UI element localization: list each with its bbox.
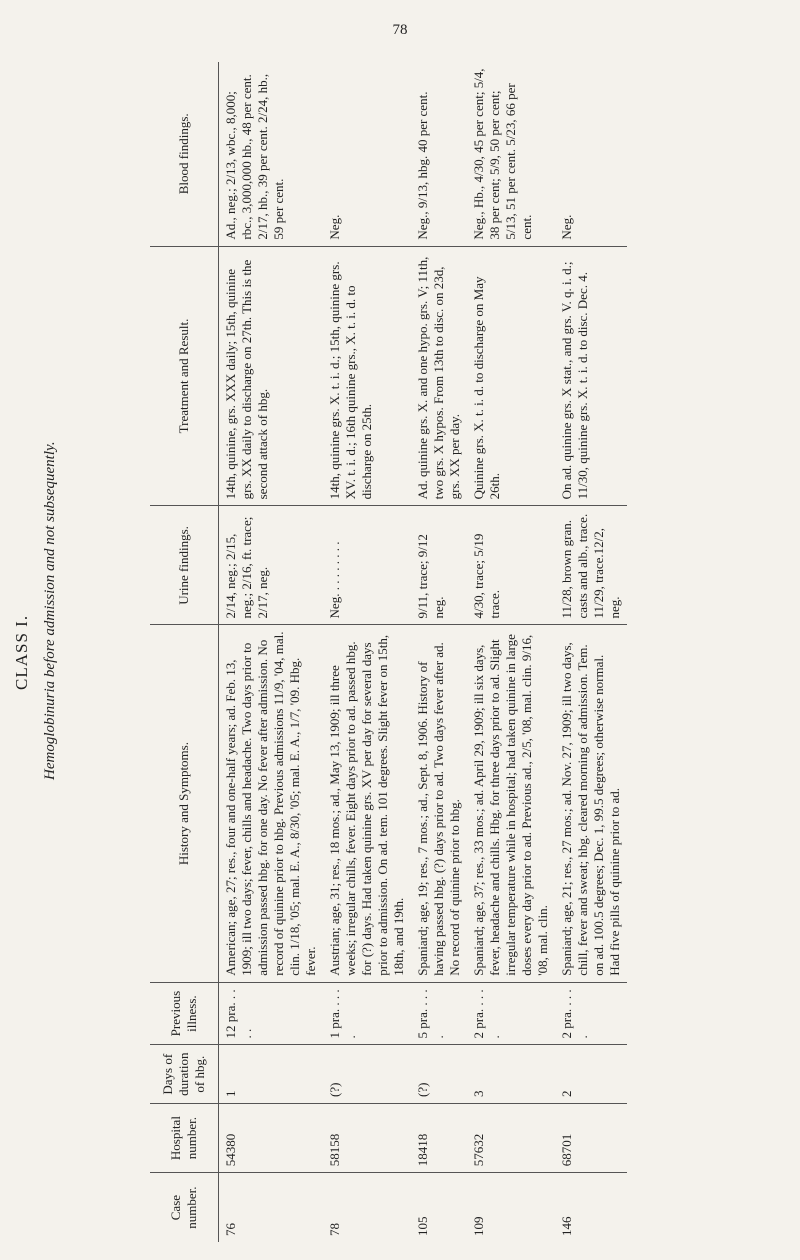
cell-previous: 1 pra. . . . . bbox=[323, 982, 411, 1045]
rotated-table-wrapper bbox=[150, 62, 770, 1242]
header-row bbox=[150, 62, 219, 1242]
col-header-days: Days of duration of hbg. bbox=[150, 1045, 219, 1103]
page-number: 78 bbox=[392, 22, 408, 38]
cell-history: American; age, 27; res., four and one-half years; ad. Feb. 13, 1909; ill two days; fever, chills and headache. Two days prior to admission passed hbg. for one day. No fever after admission. No record of quinine prior to hbg. Previous admissions 11/9, '04, mal. clin. 1/18, '05; mal. E. A., 8/30, '05; mal. E. A., 1/7, '09. Hbg. fever. bbox=[219, 625, 324, 982]
cell-previous: 2 pra. . . . . bbox=[467, 982, 555, 1045]
cell-treatment: Ad. quinine grs. X. and one hypo. grs. V; 11th, two grs. X hypos. From 13th to disc. on 23d, grs. XX per day. bbox=[411, 246, 467, 506]
table-row bbox=[467, 62, 555, 1242]
cell-days: 3 bbox=[467, 1045, 555, 1103]
cell-case: 105 bbox=[411, 1173, 467, 1242]
col-header-history: History and Symptoms. bbox=[150, 625, 219, 982]
cell-urine: Neg. . . . . . . . . bbox=[323, 506, 411, 625]
cell-hospital: 58158 bbox=[323, 1103, 411, 1172]
cell-case: 76 bbox=[219, 1173, 324, 1242]
cell-urine: 9/11, trace; 9/12 neg. bbox=[411, 506, 467, 625]
cell-treatment: 14th, quinine, grs. XXX daily; 15th, quinine grs. XX daily to discharge on 27th. This is the second attack of hbg. bbox=[219, 246, 324, 506]
cell-hospital: 68701 bbox=[555, 1103, 627, 1172]
cell-days: (?) bbox=[323, 1045, 411, 1103]
cell-hospital: 54380 bbox=[219, 1103, 324, 1172]
table-row bbox=[323, 62, 411, 1242]
cell-blood: Neg. bbox=[559, 214, 574, 240]
cell-previous: 12 pra. . . . . bbox=[219, 982, 324, 1045]
col-header-case: Case number. bbox=[150, 1173, 219, 1242]
table-row bbox=[555, 62, 627, 1242]
cell-case: 109 bbox=[467, 1173, 555, 1242]
cell-urine: 11/28, brown gran. casts and alb., trace. 11/29, trace.12/2, neg. bbox=[555, 506, 627, 625]
cell-blood: Neg., Hb., 4/30, 45 per cent; 5/4, 38 per cent; 5/9, 50 per cent; 5/13, 51 per cent. 5/23, 66 per cent. bbox=[471, 68, 534, 240]
subtitle: Hemoglobinuria before admission and not subsequently. bbox=[42, 441, 58, 780]
cell-previous: 5 pra. . . . . bbox=[411, 982, 467, 1045]
cell-previous: 2 pra. . . . . bbox=[555, 982, 627, 1045]
cell-blood: Neg., 9/13, hbg. 40 per cent. bbox=[415, 91, 430, 240]
cell-history: Austrian; age, 31; res., 18 mos.; ad., May 13, 1909; ill three weeks; irregular chills, fever. Eight days prior to ad. passed hbg. for (?) days. Had taken quinine grs. XV per day for several days prior to admission. On ad. tem. 101 degrees. Slight fever on 15th, 18th, and 19th. bbox=[323, 625, 411, 982]
table-row bbox=[219, 62, 324, 1242]
col-header-hospital: Hospital number. bbox=[150, 1103, 219, 1172]
cell-case: 78 bbox=[323, 1173, 411, 1242]
cell-urine: 4/30, trace; 5/19 trace. bbox=[467, 506, 555, 625]
cell-history: Spaniard; age, 19; res., 7 mos.; ad., Sept. 8, 1906. History of having passed hbg. (?) days prior to ad. Two days fever after ad. No record of quinine prior to hbg. bbox=[411, 625, 467, 982]
col-header-treatment: Treatment and Result. bbox=[150, 246, 219, 506]
cell-treatment: On ad. quinine grs. X stat., and grs. V. q. i. d.; 11/30, quinine grs. X. t. i. d. to disc. Dec. 4. bbox=[555, 246, 627, 506]
cell-history: Spaniard; age, 21; res., 27 mos.; ad. Nov. 27, 1909; ill two days, chill, fever and sweat; hbg. cleared morning of admission. Tem. on ad. 100.5 degrees; Dec. 1, 99.5 degrees; otherwise normal. Had five pills of quinine prior to ad. bbox=[555, 625, 627, 982]
data-table bbox=[150, 62, 627, 1242]
col-header-previous: Previous illness. bbox=[150, 982, 219, 1045]
table-row bbox=[411, 62, 467, 1242]
cell-treatment: Quinine grs. X. t. i. d. to discharge on May 26th. bbox=[467, 246, 555, 506]
cell-urine: 2/14, neg.; 2/15, neg.; 2/16, ft. trace; 2/17, neg. bbox=[219, 506, 324, 625]
cell-hospital: 18418 bbox=[411, 1103, 467, 1172]
cell-blood: Neg. bbox=[327, 214, 342, 240]
col-header-blood: Blood findings. bbox=[150, 62, 219, 246]
cell-history: Spaniard; age, 37; res., 33 mos.; ad. April 29, 1909; ill six days, fever, headache and chills. Hbg. for three days prior to ad. Slight irregular temperature while in hospital; had taken quinine in large doses every day prior to ad. Previous ad., 2/5, '08, mal. clin. 9/16, '08, mal. clin. bbox=[467, 625, 555, 982]
col-header-urine: Urine findings. bbox=[150, 506, 219, 625]
cell-hospital: 57632 bbox=[467, 1103, 555, 1172]
class-heading: CLASS I. bbox=[12, 614, 31, 690]
cell-days: (?) bbox=[411, 1045, 467, 1103]
cell-days: 2 bbox=[555, 1045, 627, 1103]
cell-days: 1 bbox=[219, 1045, 324, 1103]
cell-case: 146 bbox=[555, 1173, 627, 1242]
cell-blood: Ad., neg.; 2/13, wbc., 8,000; rbc., 3,000,000 hb., 48 per cent. 2/17, hb., 39 per cent. 2/24, hb., 59 per cent. bbox=[223, 73, 286, 240]
cell-treatment: 14th, quinine grs. X. t. i. d.; 15th, quinine grs. XV. t. i. d.; 16th quinine grs., X. t. i. d. to discharge on 25th. bbox=[323, 246, 411, 506]
